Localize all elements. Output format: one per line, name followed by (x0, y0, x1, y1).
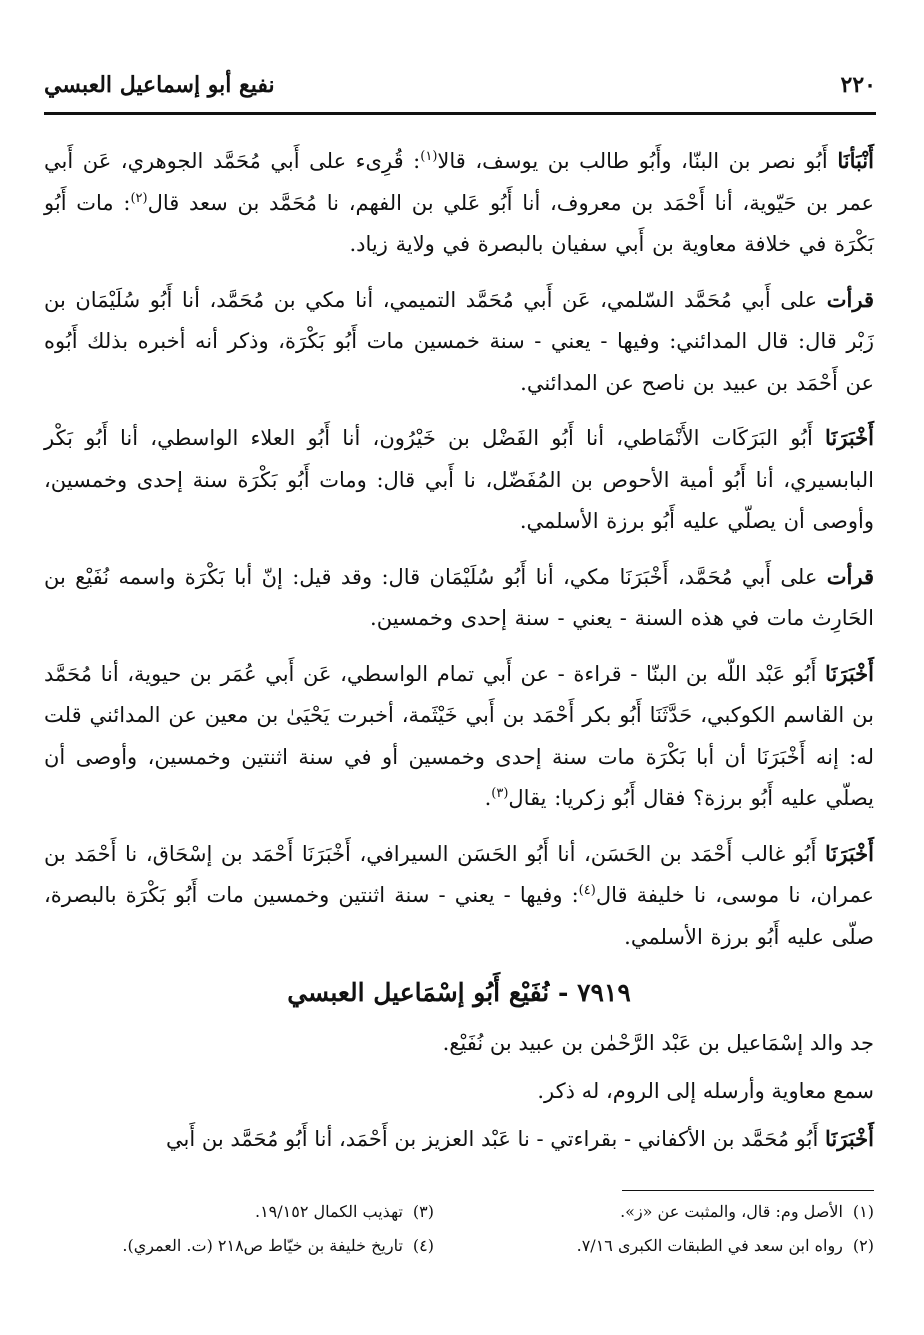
paragraph-text: . (484, 786, 492, 810)
footnote-text: تهذيب الكمال ١٩/١٥٢. (254, 1202, 403, 1221)
paragraph-text: على أَبي مُحَمَّد السّلمي، عَن أَبي مُحَمَّد التميمي، أنا مكي بن مُحَمَّد، أنا أَبُو سُلَيْمَان بن زَبْر قال: قال المدائني: وفيها - يعني - سنة خمسين مات أَبُو بَكْرَة، وذكر أنه أخبره بذلك أَبُوه عن أَحْمَد بن عبيد بن ناصح عن المدائني. (44, 287, 874, 395)
footnotes (44, 1202, 874, 1270)
paragraph-lead: أَنْبَأنَا (837, 148, 874, 173)
footnote-3 (255, 1202, 434, 1221)
footnote-text: تاريخ خليفة بن خيّاط ص٢١٨ (ت. العمري). (122, 1236, 403, 1255)
footnote-number: (٣) (412, 1202, 434, 1221)
entry-line-1: جد والد إسْمَاعيل بن عَبْد الرَّحْمٰن بن عبيد بن نُفَيْع. (442, 1031, 874, 1055)
body-text (44, 140, 874, 1167)
paragraph-text: : قُرِىء على أَبي مُحَمَّد الجوهري، عَن أَبي عمر بن حَيّوية، أنا أَحْمَد بن معروف، أنا أَبُو عَلي بن الفهم، نا مُحَمَّد بن سعد قال (44, 149, 874, 215)
footnote-ref-1[interactable]: (١) (420, 149, 438, 164)
entry-line-2: سمع معاوية وأرسله إلى الروم، له ذكر. (537, 1078, 874, 1103)
footnote-number: (١) (852, 1202, 874, 1221)
paragraph-6 (44, 833, 874, 959)
footnote-ref-2[interactable]: (٢) (130, 190, 148, 206)
entry-heading: ٧٩١٩ - نُفَيْع أَبُو إسْمَاعيل العبسي (287, 978, 631, 1007)
footnote-text: رواه ابن سعد في الطبقات الكبرى ٧/١٦. (576, 1236, 843, 1255)
paragraph-text: على أَبي مُحَمَّد، أَخْبَرَنَا مكي، أنا أَبُو سُلَيْمَان قال: وقد قيل: إنّ أبا بَكْرَة واسمه نُفَيْع بن الحَارِث مات في هذه السنة - يعني - سنة إحدى وخمسين. (44, 564, 874, 630)
paragraph-lead: قرأت (826, 286, 874, 312)
paragraph-lead: قرأت (826, 563, 874, 589)
paragraph-text: أَبُو نصر بن البنّا، وأَبُو طالب بن يوسف، قالا (437, 149, 838, 173)
paragraph-text: : مات أَبُو بَكْرَة في خلافة معاوية بن أَبي سفيان بالبصرة في ولاية زياد. (44, 190, 874, 256)
paragraph-1 (44, 140, 874, 266)
paragraph-5 (44, 653, 874, 820)
paragraph-2 (44, 279, 874, 405)
paragraph-text: أَبُو البَرَكَات الأَنْمَاطي، أنا أَبُو الفَضْل بن خَيْرُون، أنا أَبُو العلاء الواسطي، أنا أَبُو بَكْر البابسيري، أنا أَبُو أمية الأحوص بن المُفَضّل، نا أَبي قال: ومات أَبُو بَكْرَة سنة إحدى وخمسين، وأوصى أن يصلّي عليه أَبُو برزة الأسلمي. (44, 426, 874, 533)
footnote-text: الأصل وم: قال، والمثبت عن «ز». (620, 1202, 843, 1221)
running-title: نفيع أبو إسماعيل العبسي (44, 72, 275, 98)
paragraph-4 (44, 556, 874, 640)
footnote-ref-3[interactable]: (٣) (491, 786, 509, 801)
paragraph-text: أَبُو عَبْد اللّه بن البنّا - قراءة - عن أَبي تمام الواسطي، عَن أَبي عُمَر بن حيوية، أنا مُحَمَّد بن القاسم الكوكبي، حَدَّثَنَا أَبُو بكر أَحْمَد بن أَبي خَيْثَمة، أخبرت يَحْيَىٰ بن معين عن المدائني قلت له: إنه أَخْبَرَنَا أن أبا بَكْرَة مات سنة إحدى وخمسين أو في سنة اثنتين وخمسين، وأوصى أن يصلّي عليه أَبُو برزة؟ فقال أَبُو زكريا: يقال (44, 661, 874, 810)
entry-line-3 (44, 1118, 874, 1161)
paragraph-lead: أَخْبَرَنَا (825, 1126, 874, 1151)
paragraph-text: أَبُو غالب أَحْمَد بن الحَسَن، أنا أَبُو الحَسَن السيرافي، أَخْبَرَنَا أَحْمَد بن إسْحَاق، نا أَحْمَد بن عمران، نا موسى، نا خليفة قال (44, 841, 874, 907)
footnote-2 (444, 1236, 874, 1255)
paragraph-lead: أَخْبَرَنَا (825, 660, 874, 686)
footnote-row (44, 1236, 874, 1270)
footnote-number: (٢) (852, 1236, 874, 1255)
paragraph-text: : وفيها - يعني - سنة اثنتين وخمسين مات أَبُو بَكْرَة بالبصرة، صلّى عليه أَبُو برزة الأسلمي. (44, 883, 874, 949)
footnote-number: (٤) (412, 1236, 434, 1255)
footnote-1 (444, 1202, 874, 1221)
paragraph-lead: أَخْبَرَنَا (825, 425, 874, 450)
page-number: ٢٢٠ (840, 72, 876, 98)
footnote-ref-4[interactable]: (٤) (578, 883, 596, 898)
footnote-4 (122, 1236, 434, 1255)
header-rule (44, 112, 876, 115)
paragraph-text: أَبُو مُحَمَّد بن الأكفاني - بقراءتي - نا عَبْد العزيز بن أَحْمَد، أنا أَبُو مُحَمَّد بن أَبي (166, 1127, 826, 1151)
paragraph-3 (44, 417, 874, 543)
footnote-rule (622, 1190, 874, 1191)
running-header (44, 66, 876, 116)
paragraph-lead: أَخْبَرَنَا (825, 840, 874, 866)
footnote-row (44, 1202, 874, 1236)
